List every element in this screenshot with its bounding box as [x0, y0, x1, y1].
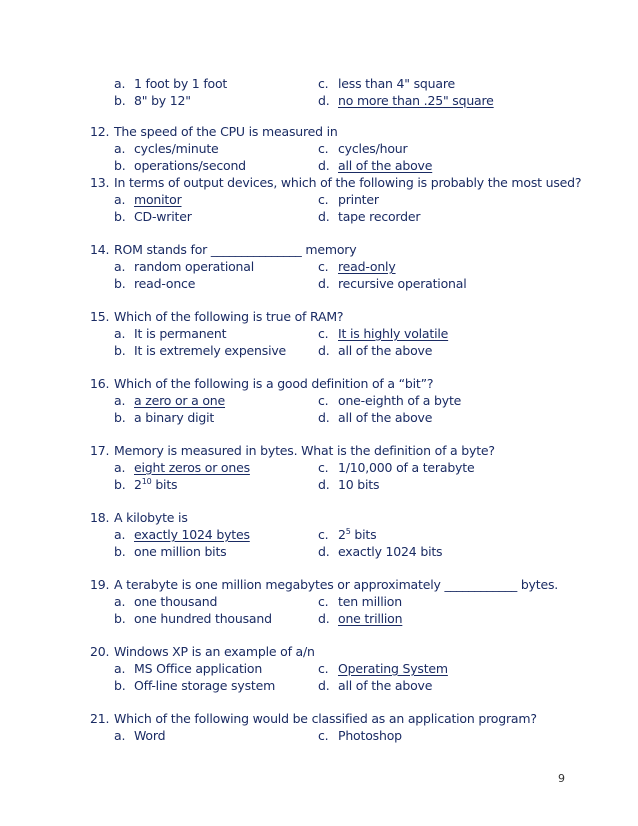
option-row — [0, 192, 638, 209]
question-number: 12. — [90, 124, 110, 139]
option-letter: a. — [114, 393, 126, 408]
option-row — [0, 728, 638, 745]
answer-option — [318, 393, 461, 408]
option-text: all of the above — [338, 343, 433, 358]
option-text: a binary digit — [134, 410, 215, 425]
question-number: 14. — [90, 242, 110, 257]
option-letter: b. — [114, 611, 126, 626]
option-letter: d. — [318, 544, 330, 559]
option-letter: a. — [114, 594, 126, 609]
question-text: Which of the following is a good definition of a “bit”? — [114, 376, 434, 391]
question-number: 16. — [90, 376, 110, 391]
option-text: monitor — [134, 192, 182, 207]
option-letter: b. — [114, 276, 126, 291]
option-row — [0, 209, 638, 226]
option-text: 2 — [134, 477, 142, 492]
option-text: It is permanent — [134, 326, 227, 341]
question-row — [0, 510, 638, 527]
option-row — [0, 678, 638, 695]
question-text: Windows XP is an example of a/n — [114, 644, 315, 659]
answer-option — [114, 728, 165, 743]
question-text: Memory is measured in bytes. What is the definition of a byte? — [114, 443, 495, 458]
answer-option — [114, 259, 254, 274]
option-text: 1/10,000 of a terabyte — [338, 460, 475, 475]
answer-option — [114, 141, 219, 156]
option-letter: c. — [318, 76, 329, 91]
answer-option — [114, 410, 214, 425]
option-text: one thousand — [134, 594, 218, 609]
option-letter: a. — [114, 527, 126, 542]
option-row — [0, 410, 638, 427]
answer-option — [114, 594, 217, 609]
answer-option — [114, 678, 275, 693]
option-text: one trillion — [338, 611, 403, 626]
option-letter: c. — [318, 393, 329, 408]
option-letter: c. — [318, 259, 329, 274]
question-row — [0, 577, 638, 594]
option-text-suffix: bits — [151, 477, 178, 492]
question-number: 13. — [90, 175, 110, 190]
option-text-suffix: bits — [350, 527, 377, 542]
option-text: all of the above — [338, 158, 433, 173]
option-letter: d. — [318, 209, 330, 224]
option-text: CD-writer — [134, 209, 192, 224]
answer-option — [318, 343, 432, 358]
option-text: all of the above — [338, 410, 433, 425]
question-text: ROM stands for _______________ memory — [114, 242, 357, 257]
option-letter: b. — [114, 343, 126, 358]
option-letter: a. — [114, 192, 126, 207]
option-letter: c. — [318, 326, 329, 341]
option-text: 8" by 12" — [134, 93, 191, 108]
question-row — [0, 309, 638, 326]
answer-option — [114, 393, 225, 408]
option-text: 2 — [338, 527, 346, 542]
answer-option — [114, 158, 246, 173]
option-letter: d. — [318, 343, 330, 358]
question-row — [0, 175, 638, 192]
option-text: recursive operational — [338, 276, 467, 291]
answer-option — [114, 477, 177, 492]
option-text: ten million — [338, 594, 402, 609]
question-row — [0, 242, 638, 259]
option-letter: b. — [114, 209, 126, 224]
option-text: read-only — [338, 259, 396, 274]
option-letter: d. — [318, 158, 330, 173]
option-letter: c. — [318, 728, 329, 743]
option-row — [0, 594, 638, 611]
option-letter: c. — [318, 527, 329, 542]
option-text: read-once — [134, 276, 196, 291]
option-row — [0, 93, 638, 110]
question-number: 20. — [90, 644, 110, 659]
question-row — [0, 124, 638, 141]
question-number: 17. — [90, 443, 110, 458]
option-text: Off-line storage system — [134, 678, 276, 693]
answer-option — [318, 477, 379, 492]
question-row — [0, 644, 638, 661]
answer-option — [318, 93, 494, 108]
answer-option — [318, 544, 442, 559]
option-text: exactly 1024 bits — [338, 544, 443, 559]
option-text: a zero or a one — [134, 393, 226, 408]
option-text: tape recorder — [338, 209, 421, 224]
option-text: It is extremely expensive — [134, 343, 287, 358]
answer-option — [114, 326, 226, 341]
option-superscript: 10 — [141, 476, 152, 486]
option-text: It is highly volatile — [338, 326, 449, 341]
option-text: Word — [134, 728, 166, 743]
option-row — [0, 141, 638, 158]
option-letter: a. — [114, 661, 126, 676]
option-row — [0, 544, 638, 561]
option-row — [0, 611, 638, 628]
option-letter: d. — [318, 477, 330, 492]
answer-option — [114, 276, 195, 291]
option-letter: a. — [114, 728, 126, 743]
answer-option — [318, 460, 474, 475]
option-letter: c. — [318, 594, 329, 609]
answer-option — [318, 527, 376, 542]
answer-option — [318, 259, 396, 274]
answer-option — [114, 527, 250, 542]
option-row — [0, 326, 638, 343]
page-number: 9 — [558, 772, 565, 785]
option-row — [0, 477, 638, 494]
option-text: operations/second — [134, 158, 246, 173]
option-letter: a. — [114, 76, 126, 91]
option-letter: b. — [114, 678, 126, 693]
option-row — [0, 661, 638, 678]
answer-option — [114, 460, 250, 475]
question-row — [0, 376, 638, 393]
option-row — [0, 343, 638, 360]
option-letter: d. — [318, 410, 330, 425]
option-text: all of the above — [338, 678, 433, 693]
answer-option — [114, 76, 227, 91]
answer-option — [318, 326, 448, 341]
answer-option — [114, 661, 262, 676]
option-letter: d. — [318, 611, 330, 626]
question-number: 15. — [90, 309, 110, 324]
option-letter: d. — [318, 678, 330, 693]
option-text: exactly 1024 bytes — [134, 527, 250, 542]
option-letter: d. — [318, 276, 330, 291]
answer-option — [318, 141, 407, 156]
option-text: Operating System — [338, 661, 448, 676]
option-row — [0, 158, 638, 175]
answer-option — [318, 276, 467, 291]
answer-option — [114, 209, 192, 224]
option-text: 1 foot by 1 foot — [134, 76, 228, 91]
question-text: Which of the following would be classified as an application program? — [114, 711, 537, 726]
answer-option — [318, 209, 420, 224]
option-letter: c. — [318, 661, 329, 676]
option-text: random operational — [134, 259, 255, 274]
question-text: The speed of the CPU is measured in — [114, 124, 338, 139]
option-letter: c. — [318, 460, 329, 475]
question-text: A terabyte is one million megabytes or approximately ____________ bytes. — [114, 577, 559, 592]
answer-option — [318, 410, 432, 425]
option-row — [0, 76, 638, 93]
question-row — [0, 711, 638, 728]
answer-option — [318, 76, 455, 91]
question-text: In terms of output devices, which of the following is probably the most used? — [114, 175, 582, 190]
answer-option — [114, 93, 191, 108]
option-letter: b. — [114, 158, 126, 173]
option-text: Photoshop — [338, 728, 402, 743]
option-text: printer — [338, 192, 379, 207]
answer-option — [318, 678, 432, 693]
option-letter: a. — [114, 326, 126, 341]
option-letter: b. — [114, 410, 126, 425]
answer-option — [318, 158, 432, 173]
answer-option — [114, 192, 182, 207]
option-text: 10 bits — [338, 477, 380, 492]
option-letter: c. — [318, 141, 329, 156]
question-number: 19. — [90, 577, 110, 592]
option-text: MS Office application — [134, 661, 263, 676]
option-text: one million bits — [134, 544, 227, 559]
option-letter: b. — [114, 544, 126, 559]
option-row — [0, 393, 638, 410]
option-text: one hundred thousand — [134, 611, 272, 626]
option-row — [0, 527, 638, 544]
option-text: one-eighth of a byte — [338, 393, 462, 408]
answer-option — [318, 728, 402, 743]
option-letter: a. — [114, 460, 126, 475]
option-letter: a. — [114, 259, 126, 274]
answer-option — [114, 343, 286, 358]
answer-option — [318, 594, 402, 609]
question-number: 21. — [90, 711, 110, 726]
option-letter: b. — [114, 477, 126, 492]
option-text: cycles/hour — [338, 141, 408, 156]
answer-option — [114, 611, 272, 626]
answer-option — [318, 192, 379, 207]
option-superscript: 5 — [345, 526, 351, 536]
option-row — [0, 259, 638, 276]
question-number: 18. — [90, 510, 110, 525]
option-row — [0, 276, 638, 293]
question-text: Which of the following is true of RAM? — [114, 309, 344, 324]
answer-option — [318, 611, 402, 626]
option-text: less than 4" square — [338, 76, 456, 91]
option-letter: b. — [114, 93, 126, 108]
answer-option — [318, 661, 448, 676]
option-row — [0, 460, 638, 477]
option-letter: c. — [318, 192, 329, 207]
option-letter: d. — [318, 93, 330, 108]
option-text: eight zeros or ones — [134, 460, 250, 475]
answer-option — [114, 544, 226, 559]
option-text: cycles/minute — [134, 141, 219, 156]
option-letter: a. — [114, 141, 126, 156]
option-text: no more than .25" square — [338, 93, 494, 108]
question-row — [0, 443, 638, 460]
question-text: A kilobyte is — [114, 510, 188, 525]
